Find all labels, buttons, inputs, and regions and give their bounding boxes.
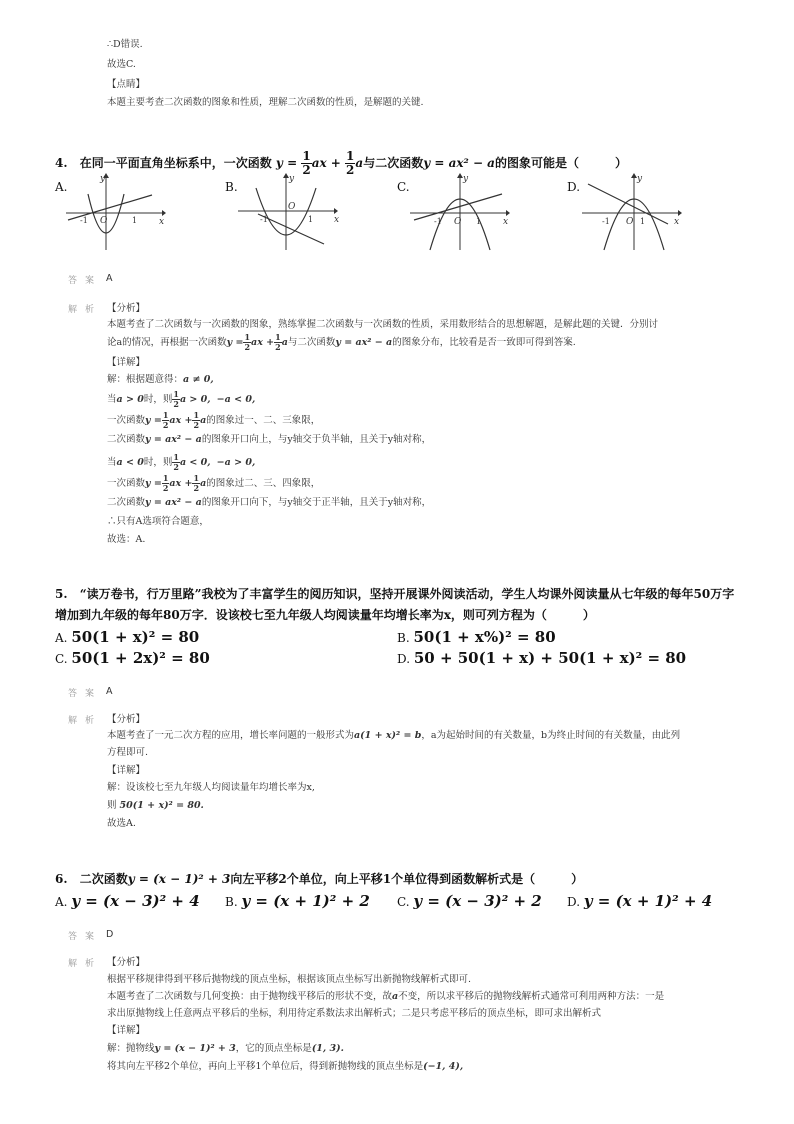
q4-an-10-y: y = xyxy=(145,478,162,489)
q4-option-a-label: A. xyxy=(55,180,68,194)
q4-an-10-frac2 xyxy=(192,474,200,493)
q5-option-d-label: D. xyxy=(397,652,411,666)
x-label: x xyxy=(674,217,680,227)
q4-option-c-label: C. xyxy=(397,180,410,194)
q4-frac-1-num: 1 xyxy=(302,149,311,163)
q4-an-9e: −a > 0, xyxy=(216,457,256,468)
q4-an-7-ax: ax + xyxy=(169,415,193,426)
q6-an-2: 根据平移规律得到平移后抛物线的顶点坐标，根据该顶点坐标写出新抛物线解析式即可. xyxy=(107,974,472,985)
tick-pos: 1 xyxy=(308,215,314,224)
tick-pos: 1 xyxy=(476,217,482,226)
frac-den: 2 xyxy=(162,420,169,430)
q6-option-c xyxy=(397,892,542,911)
q4-an-10 xyxy=(107,474,320,493)
q6-option-b-label: B. xyxy=(225,895,238,909)
y-label: y xyxy=(463,174,469,184)
q4-quad: y = ax² − a xyxy=(423,156,495,170)
q6-option-a-math: y = (x − 3)² + 4 xyxy=(71,892,200,910)
frac-den: 2 xyxy=(193,420,200,430)
y-label: y xyxy=(289,174,295,184)
x-label: x xyxy=(159,217,165,227)
q4-an-3-frac1 xyxy=(243,333,251,352)
q4-an-7-frac2 xyxy=(192,411,200,430)
q6-stem xyxy=(55,870,583,888)
y-label: y xyxy=(637,174,643,184)
q6-an-7a: 将其向左平移2个单位，再向上平移1个单位后，得到新抛物线的顶点坐标是 xyxy=(107,1061,424,1072)
q4-graph-a xyxy=(66,172,166,252)
frac-den: 2 xyxy=(173,399,179,409)
q4-an-3-y: y = xyxy=(226,337,244,348)
q5-an-2b: a(1 + x)² = b xyxy=(354,730,422,741)
q4-an-6b: a > 0 xyxy=(116,394,144,405)
q4-answer-label: 答案 xyxy=(68,276,103,286)
top-line-4: 本题主要考查二次函数的图象和性质，理解二次函数的性质，是解题的关键. xyxy=(107,97,424,108)
frac-num: 1 xyxy=(162,473,169,483)
q6-answer-label: 答案 xyxy=(68,932,103,942)
line-graph xyxy=(258,214,324,244)
q6-an-3 xyxy=(107,990,664,1004)
q4-frac-2 xyxy=(345,150,355,177)
q6-an-6d: (1, 3). xyxy=(311,1043,344,1054)
q4-an-3 xyxy=(107,333,576,352)
x-arrow xyxy=(162,210,166,216)
q4-graph-d xyxy=(582,172,682,252)
q5-an-4: 【详解】 xyxy=(107,765,146,776)
q5-an-2c: ，a为起始时间的有关数量，b为终止时间的有关数量，由此列 xyxy=(421,730,681,741)
tick-neg: -1 xyxy=(80,216,88,225)
q6-option-c-math: y = (x − 3)² + 2 xyxy=(413,892,542,910)
q4-a-tail: a xyxy=(355,156,364,170)
origin-label: O xyxy=(626,217,634,227)
q4-an-8b: y = ax² − a xyxy=(145,434,202,445)
q4-an-4: 【详解】 xyxy=(107,357,146,368)
q6-an-6c: ，它的顶点坐标是 xyxy=(235,1043,312,1054)
q5-option-b-label: B. xyxy=(397,631,410,645)
top-line-3: 【点睛】 xyxy=(107,79,146,90)
top-line-1: ∴D错误. xyxy=(107,39,143,50)
q6-option-a xyxy=(55,892,200,911)
frac-den: 2 xyxy=(162,483,169,493)
q4-an-9a: 当 xyxy=(107,457,117,468)
q5-option-b xyxy=(397,628,556,647)
q6-an-3c: 不变，所以求平移后的抛物线解析式通常可利用两种方法：一是 xyxy=(398,991,665,1002)
frac-den: 2 xyxy=(193,483,200,493)
q4-graph-b xyxy=(238,172,338,252)
q4-an-11 xyxy=(107,496,431,510)
q4-an-10a: 一次函数 xyxy=(107,478,146,489)
q6-stem-b: 向左平移2个单位，向上平移1个单位得到函数解析式是（ ） xyxy=(230,872,584,886)
q4-an-9d: a < 0, xyxy=(179,457,211,468)
frac-num: 1 xyxy=(173,389,179,399)
q4-an-5 xyxy=(107,373,214,387)
q4-an-6d: a > 0, xyxy=(179,394,211,405)
q4-answer-value: A xyxy=(106,273,113,284)
q4-an-8 xyxy=(107,433,431,447)
q5-option-a xyxy=(55,628,199,647)
frac-num: 1 xyxy=(244,332,251,342)
q5-number: 5. xyxy=(55,587,68,601)
q4-an-9-frac xyxy=(172,453,180,472)
q4-an-3b: 与二次函数 xyxy=(287,337,336,348)
q4-an-12: ∴只有A选项符合题意， xyxy=(107,516,209,527)
q5-option-d-math: 50 + 50(1 + x) + 50(1 + x)² = 80 xyxy=(413,649,687,667)
q4-an-5a: 解：根据题意得： xyxy=(107,374,184,385)
q4-an-6e: −a < 0, xyxy=(216,394,256,405)
q6-option-b-math: y = (x + 1)² + 2 xyxy=(241,892,370,910)
frac-num: 1 xyxy=(173,452,179,462)
tick-neg: -1 xyxy=(434,217,442,226)
tick-pos: 1 xyxy=(132,216,138,225)
q6-an-6b: y = (x − 1)² + 3 xyxy=(154,1043,236,1054)
q4-an-6-frac xyxy=(172,390,180,409)
q4-an-3-quad: y = ax² − a xyxy=(335,337,393,348)
q4-analysis-label: 解析 xyxy=(68,305,103,315)
q4-an-10-ax: ax + xyxy=(169,478,193,489)
q4-an-3c: 的图象分布，比较看是否一致即可得到答案. xyxy=(392,337,576,348)
q6-stem-a: 二次函数 xyxy=(79,872,128,886)
q4-an-2: 本题考查了二次函数与一次函数的图象，熟练掌握二次函数与一次函数的性质，采用数形结合的思想解题，是解此题的关键．分别讨 xyxy=(107,319,659,330)
q6-an-3a: 本题考查了二次函数与几何变换：由于抛物线平移后的形状不变，故 xyxy=(107,991,393,1002)
q5-an-2a: 本题考查了一元二次方程的应用，增长率问题的一般形式为 xyxy=(107,730,355,741)
q6-an-6a: 解：抛物线 xyxy=(107,1043,155,1054)
q5-an-6b: 50(1 + x)² = 80. xyxy=(119,800,204,811)
q4-an-10-a: a xyxy=(200,478,207,489)
q6-option-d-label: D. xyxy=(567,895,581,909)
q4-stem-c: 的图象可能是（ ） xyxy=(494,156,627,170)
q4-an-11b: y = ax² − a xyxy=(145,497,202,508)
frac-num: 1 xyxy=(193,410,200,420)
q4-an-3a: 论a的情况，再根据一次函数 xyxy=(107,337,227,348)
tick-neg: -1 xyxy=(602,217,610,226)
q5-an-6 xyxy=(107,799,204,813)
q5-option-a-math: 50(1 + x)² = 80 xyxy=(71,628,200,646)
q6-an-7b: (−1, 4), xyxy=(423,1061,464,1072)
q4-an-7-y: y = xyxy=(145,415,162,426)
tick-pos: 1 xyxy=(640,217,646,226)
origin-label: O xyxy=(288,202,296,212)
q5-an-5: 解：设该校七至九年级人均阅读量年均增长率为x, xyxy=(107,782,315,793)
x-arrow xyxy=(678,210,682,216)
q5-an-2 xyxy=(107,729,680,743)
q4-an-3-ax: ax + xyxy=(251,337,275,348)
q5-option-c-math: 50(1 + 2x)² = 80 xyxy=(71,649,210,667)
q4-an-7 xyxy=(107,411,320,430)
q4-an-5b: a ≠ 0, xyxy=(183,374,214,385)
y-label: y xyxy=(100,174,106,184)
frac-den: 2 xyxy=(275,342,281,352)
q4-an-3-a: a xyxy=(281,337,288,348)
q5-analysis-label: 解析 xyxy=(68,716,103,726)
q5-stem-1: “读万卷书，行万里路”我校为了丰富学生的阅历知识，坚持开展课外阅读活动，学生人均课外阅读量从七年级的每年50万字 xyxy=(79,587,735,601)
q5-answer-value: A xyxy=(106,686,113,697)
q4-an-13: 故选：A. xyxy=(107,534,146,545)
q4-stem-b: 与二次函数 xyxy=(363,156,424,170)
q5-option-a-label: A. xyxy=(55,631,68,645)
q4-option-d-label: D. xyxy=(567,180,581,194)
q5-option-c-label: C. xyxy=(55,652,68,666)
q5-stem-2: 增加到九年级的每年80万字．设该校七至九年级人均阅读量年均增长率为x，则可列方程为（ ） xyxy=(55,608,595,622)
x-arrow xyxy=(506,210,510,216)
top-line-2: 故选C. xyxy=(107,59,136,70)
q4-frac-1-den: 2 xyxy=(302,163,311,177)
q5-option-d xyxy=(397,649,686,668)
q4-an-9c: 时，则 xyxy=(143,457,173,468)
x-arrow xyxy=(334,208,338,214)
q6-answer-value: D xyxy=(106,929,114,940)
q5-option-b-math: 50(1 + x%)² = 80 xyxy=(413,628,556,646)
q4-frac-2-num: 1 xyxy=(346,149,355,163)
q6-an-4: 求出原抛物线上任意两点平移后的坐标，利用待定系数法求出解析式；二是只考虑平移后的顶点坐标，即可求出解析式 xyxy=(107,1008,602,1019)
q4-an-7-a: a xyxy=(200,415,207,426)
x-label: x xyxy=(334,215,340,225)
q6-option-d-math: y = (x + 1)² + 4 xyxy=(583,892,713,910)
q4-an-6a: 当 xyxy=(107,394,117,405)
tick-neg: -1 xyxy=(260,215,268,224)
q5-answer-label: 答案 xyxy=(68,689,103,699)
q4-an-6c: 时，则 xyxy=(143,394,173,405)
q4-an-10b: 的图象过二、三、四象限， xyxy=(206,478,321,489)
q4-an-7a: 一次函数 xyxy=(107,415,146,426)
frac-den: 2 xyxy=(173,462,179,472)
q6-an-7 xyxy=(107,1060,463,1074)
q6-an-1: 【分析】 xyxy=(107,957,146,968)
q4-an-8c: 的图象开口向上，与y轴交于负半轴，且关于y轴对称， xyxy=(201,434,432,445)
q4-option-b-label: B. xyxy=(225,180,238,194)
q5-an-6a: 则 xyxy=(107,800,117,811)
origin-label: O xyxy=(454,217,462,227)
origin-label: O xyxy=(100,216,108,226)
q6-analysis-label: 解析 xyxy=(68,959,103,969)
q5-stem-line-1 xyxy=(55,585,734,603)
q6-option-a-label: A. xyxy=(55,895,68,909)
q4-graph-c xyxy=(410,172,510,252)
q4-an-6 xyxy=(107,390,255,409)
q5-an-7: 故选A. xyxy=(107,818,136,829)
q6-option-c-label: C. xyxy=(397,895,410,909)
q4-frac-2-den: 2 xyxy=(346,163,355,177)
q6-an-5: 【详解】 xyxy=(107,1025,146,1036)
q4-y-eq: y = xyxy=(275,156,298,170)
q5-an-3: 方程即可. xyxy=(107,747,149,758)
q4-an-9b: a < 0 xyxy=(116,457,144,468)
q4-an-9 xyxy=(107,453,255,472)
q4-an-3-frac2 xyxy=(274,333,282,352)
q4-ax-plus: ax + xyxy=(311,156,341,170)
q4-an-1: 【分析】 xyxy=(107,303,146,314)
x-label: x xyxy=(503,217,509,227)
frac-num: 1 xyxy=(275,332,281,342)
q4-an-11a: 二次函数 xyxy=(107,497,146,508)
q6-number: 6. xyxy=(55,872,68,886)
q5-option-c xyxy=(55,649,210,668)
q5-an-1: 【分析】 xyxy=(107,714,146,725)
frac-num: 1 xyxy=(162,410,169,420)
q4-number: 4. xyxy=(55,156,68,170)
q4-an-7b: 的图象过一、二、三象限， xyxy=(206,415,321,426)
q6-stem-math: y = (x − 1)² + 3 xyxy=(127,872,231,886)
q4-stem-a: 在同一平面直角坐标系中，一次函数 xyxy=(79,156,272,170)
q6-an-3b: a xyxy=(392,991,399,1002)
q6-an-6 xyxy=(107,1042,344,1056)
q4-an-11c: 的图象开口向下，与y轴交于正半轴，且关于y轴对称， xyxy=(201,497,432,508)
q6-option-d xyxy=(567,892,712,911)
q4-an-8a: 二次函数 xyxy=(107,434,146,445)
frac-den: 2 xyxy=(244,342,251,352)
frac-num: 1 xyxy=(193,473,200,483)
q6-option-b xyxy=(225,892,370,911)
